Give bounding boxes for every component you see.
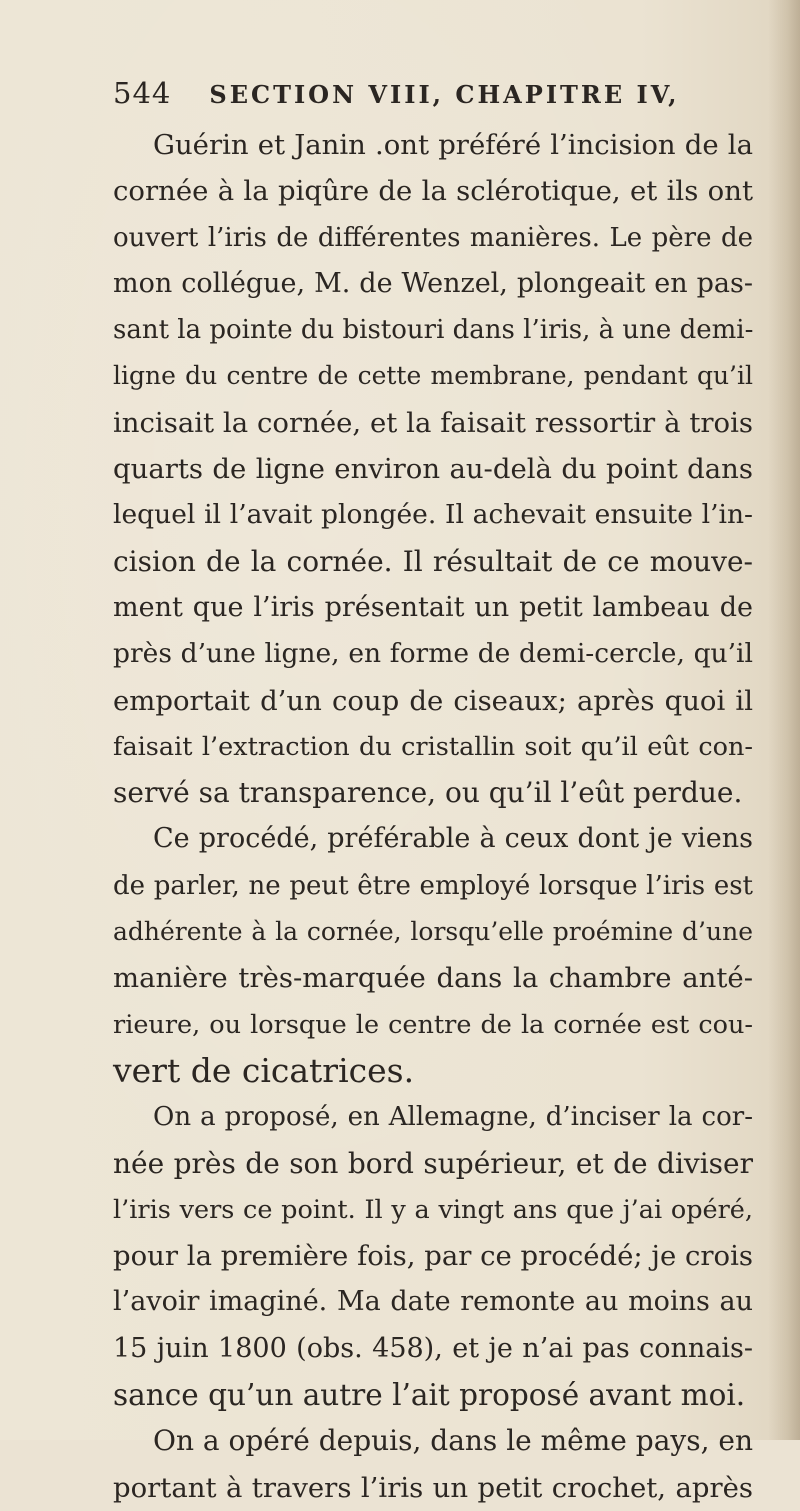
text-line: cornée à la piqûre de la sclérotique, et ils ont [113, 175, 753, 208]
text-line: sance qu’un autre l’ait proposé avant moi. [113, 1378, 746, 1413]
text-line: quarts de ligne environ au-delà du point dans [113, 453, 753, 486]
page-header [113, 76, 680, 116]
running-title: SECTION VIII, CHAPITRE IV, [209, 80, 680, 109]
page-number: 544 [113, 76, 172, 110]
text-line: de parler, ne peut être employé lorsque l’iris est [113, 870, 753, 901]
text-line: près d’une ligne, en forme de demi-cercle, qu’il [113, 638, 753, 670]
text-line: faisait l’extraction du cristallin soit qu’il eût con- [113, 731, 753, 762]
text-line: adhérente à la cornée, lorsqu’elle proémine d’une [113, 917, 753, 947]
text-line: manière très-marquée dans la chambre anté- [113, 962, 753, 995]
text-line: lequel il l’avait plongée. Il achevait ensuite l’in- [113, 499, 753, 531]
text-line: mon collégue, M. de Wenzel, plongeait en pas- [113, 267, 753, 299]
text-line: 15 juin 1800 (obs. 458), et je n’ai pas connais- [113, 1332, 753, 1364]
text-line: servé sa transparence, ou qu’il l’eût perdue. [113, 776, 743, 810]
text-line: vert de cicatrices. [113, 1050, 415, 1090]
text-line: incisait la cornée, et la faisait ressortir à trois [113, 406, 753, 439]
body-text [113, 122, 753, 1511]
text-line: ligne du centre de cette membrane, pendant qu’il [113, 361, 753, 391]
text-line: rieure, ou lorsque le centre de la cornée est cou- [113, 1009, 753, 1040]
text-line: portant à travers l’iris un petit crochet, après [113, 1471, 753, 1504]
text-line: cision de la cornée. Il résultait de ce mouve- [113, 544, 753, 578]
text-line: l’avoir imaginé. Ma date remonte au moins au [113, 1286, 753, 1318]
text-line: ment que l’iris présentait un petit lambeau de [113, 591, 753, 623]
text-line: On a proposé, en Allemagne, d’inciser la cor- [153, 1102, 753, 1133]
text-line: Ce procédé, préférable à ceux dont je viens [153, 823, 753, 855]
text-line: née près de son bord supérieur, et de diviser [113, 1146, 753, 1180]
text-line: sant la pointe du bistouri dans l’iris, à une demi- [113, 315, 754, 346]
text-line: On a opéré depuis, dans le même pays, en [153, 1424, 753, 1458]
text-line: l’iris vers ce point. Il y a vingt ans que j’ai opéré, [113, 1194, 753, 1225]
page-edge-shadow [768, 0, 800, 1440]
text-line: emportait d’un coup de ciseaux; après quoi il [113, 684, 753, 717]
text-line: Guérin et Janin .ont préféré l’incision de la [153, 129, 753, 161]
text-line: pour la première fois, par ce procédé; je crois [113, 1240, 753, 1273]
text-line: ouvert l’iris de différentes manières. Le père de [113, 222, 753, 253]
